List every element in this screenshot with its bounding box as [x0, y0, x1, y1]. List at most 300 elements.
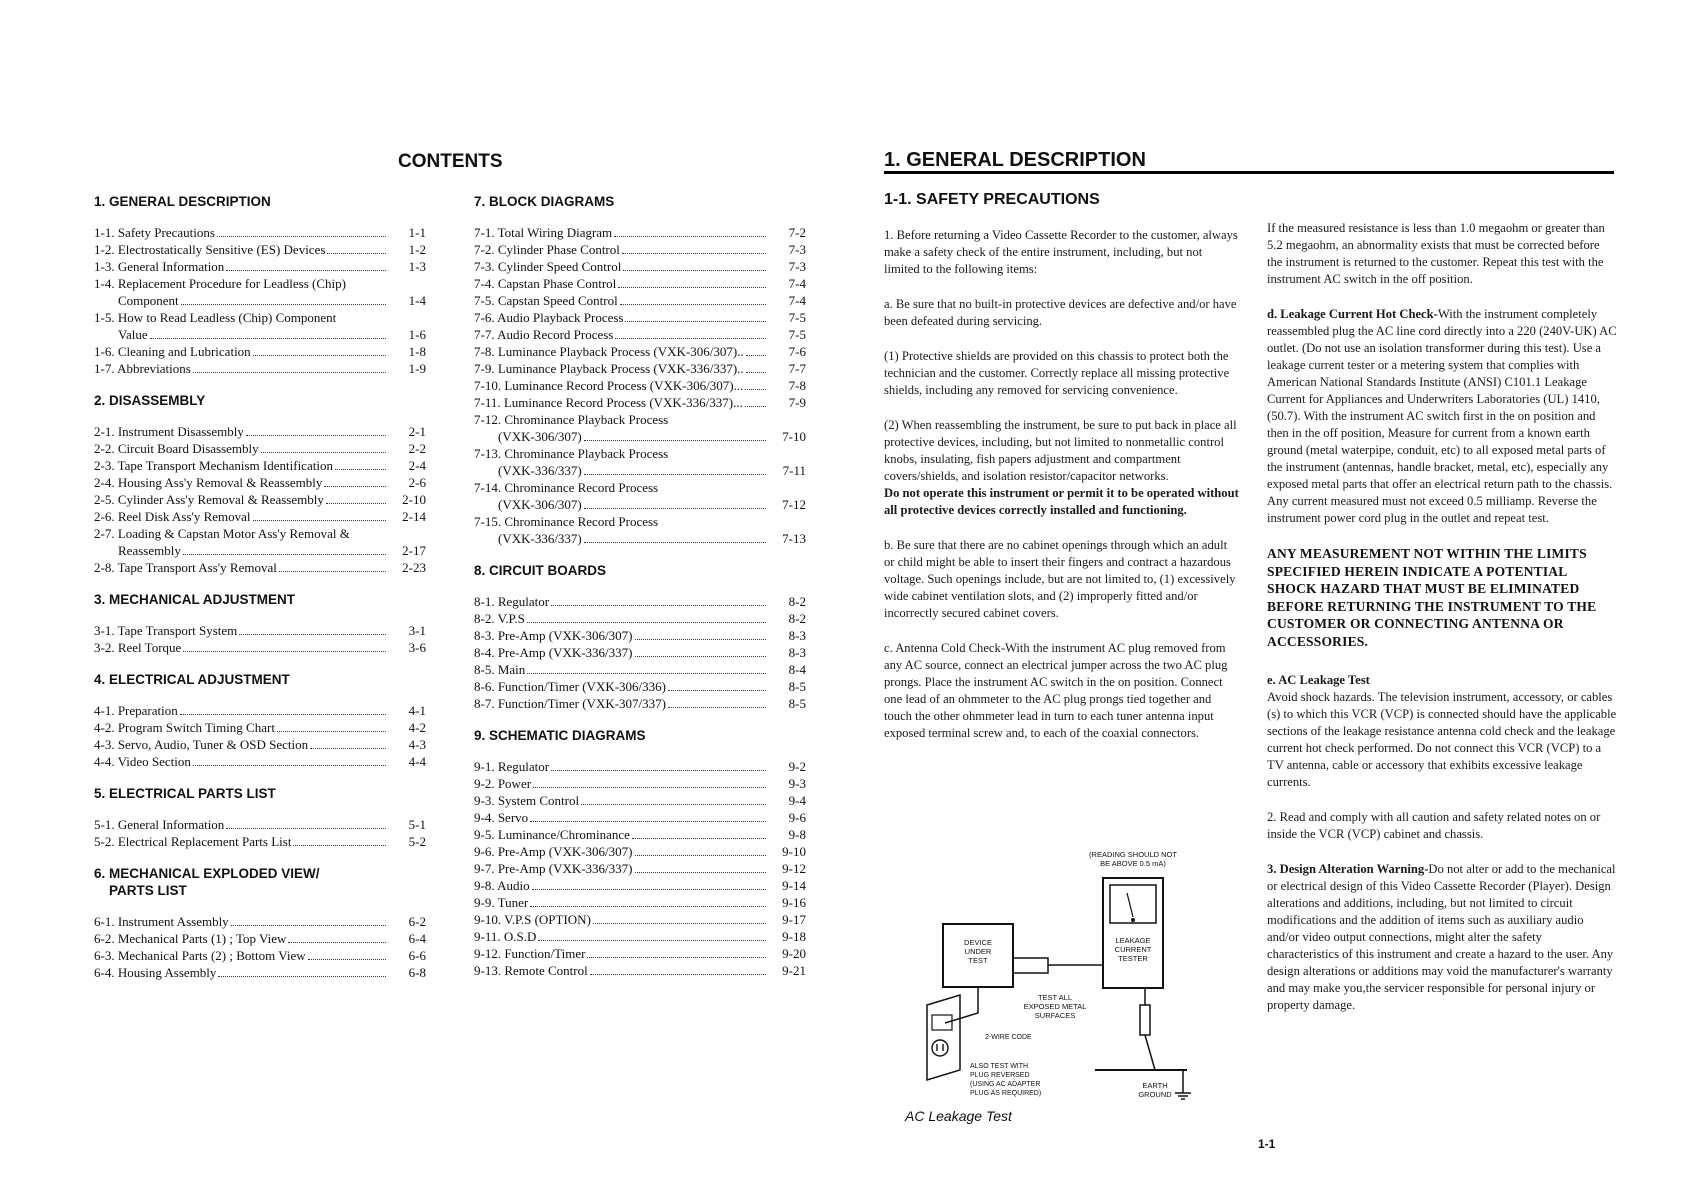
toc-entry[interactable] — [474, 360, 806, 377]
device-label-1: DEVICE — [964, 938, 992, 947]
section-title: 1. GENERAL DESCRIPTION — [884, 149, 1146, 171]
toc-page-number: 2-17 — [402, 543, 426, 558]
toc-entry-label: 6-3. Mechanical Parts (2) ; Bottom View — [94, 948, 306, 963]
toc-entry-label: 6-4. Housing Assembly — [94, 965, 217, 980]
toc-page-number: 7-7 — [788, 361, 806, 376]
toc-page-number: 4-4 — [408, 754, 426, 769]
toc-entry-label: 7-13. Chrominance Playback Process — [474, 446, 669, 461]
toc-entry-label-cont: (VXK-336/337) — [474, 530, 584, 547]
toc-entry-label: 7-3. Cylinder Speed Control — [474, 259, 622, 274]
toc-leader-dots — [615, 338, 766, 339]
toc-entry[interactable] — [474, 241, 806, 258]
toc-section-heading: 1. GENERAL DESCRIPTION — [94, 194, 271, 209]
toc-page-number: 7-5 — [788, 310, 806, 325]
toc-page-number: 9-17 — [782, 912, 806, 927]
also-label-2: PLUG REVERSED — [970, 1072, 1030, 1079]
toc-page-number: 9-20 — [782, 946, 806, 961]
toc-entry[interactable] — [94, 440, 426, 457]
toc-leader-dots — [310, 748, 386, 749]
toc-entry[interactable] — [474, 627, 806, 644]
toc-leader-dots — [530, 821, 766, 822]
tester-label-1: LEAKAGE — [1115, 936, 1151, 945]
toc-entry[interactable] — [94, 343, 426, 360]
toc-entry-label: 9-11. O.S.D — [474, 929, 537, 944]
toc-section-heading: 5. ELECTRICAL PARTS LIST — [94, 786, 276, 801]
toc-entry-label: 9-4. Servo — [474, 810, 529, 825]
toc-entry[interactable] — [474, 860, 806, 877]
toc-entry[interactable] — [474, 894, 806, 911]
toc-leader-dots — [584, 508, 766, 509]
paragraph-3-heading: 3. Design Alteration Warning- — [1267, 862, 1429, 876]
toc-leader-dots — [183, 554, 386, 555]
toc-entry-label-cont: (VXK-306/307) — [474, 496, 584, 513]
toc-leader-dots — [551, 770, 766, 771]
toc-entry-label: 9-1. Regulator — [474, 759, 550, 774]
toc-entry[interactable] — [474, 877, 806, 894]
toc-entry[interactable] — [474, 644, 806, 661]
toc-entry-label: 7-10. Luminance Record Process (VXK-306/307)... — [474, 378, 744, 393]
toc-leader-dots — [327, 253, 386, 254]
toc-leader-dots — [218, 976, 386, 977]
toc-leader-dots — [253, 520, 386, 521]
toc-page-number: 9-2 — [788, 759, 806, 774]
toc-leader-dots — [635, 872, 766, 873]
toc-entry-label: 9-10. V.P.S (OPTION) — [474, 912, 591, 927]
toc-entry-label: 2-4. Housing Ass'y Removal & Reassembly — [94, 475, 323, 490]
toc-page-number: 7-13 — [782, 531, 806, 546]
toc-leader-dots — [181, 304, 386, 305]
toc-entry[interactable] — [94, 964, 426, 981]
toc-leader-dots — [532, 889, 766, 890]
toc-leader-dots — [587, 957, 766, 958]
page-number: 1-1 — [1258, 1137, 1276, 1151]
toc-page-number: 9-4 — [788, 793, 806, 808]
paragraph-3-body: Do not alter or add to the mechanical or electrical design of this Video Cassette Recorder (Player). Design alterations and additions, including, but not limited to circuit modifications and the addition of items such as auxiliary audio and/or video output connections, might alter the safety characteristics of this instrument and create a hazard to the user. Any design alterations or additions may void the manufacturer's warranty and may make you,the servicer responsible for personal injury or property damage. — [1267, 862, 1616, 1012]
toc-leader-dots — [584, 542, 766, 543]
toc-entry-label: 2-3. Tape Transport Mechanism Identification — [94, 458, 333, 473]
toc-page-number: 9-10 — [782, 844, 806, 859]
toc-entry-label: 9-5. Luminance/Chrominance — [474, 827, 630, 842]
toc-section — [94, 392, 426, 576]
toc-entry[interactable] — [94, 508, 426, 525]
paragraph-2: 2. Read and comply with all caution and safety related notes on or inside the VCR (VCP) cabinet and chassis. — [1267, 810, 1601, 841]
toc-entry-label: 2-8. Tape Transport Ass'y Removal — [94, 560, 277, 575]
toc-leader-dots — [632, 838, 766, 839]
toc-entry[interactable] — [474, 792, 806, 809]
toc-entry-label: 8-6. Function/Timer (VXK-306/336) — [474, 679, 666, 694]
toc-leader-dots — [193, 765, 386, 766]
toc-section-heading: 7. BLOCK DIAGRAMS — [474, 194, 615, 209]
toc-leader-dots — [668, 707, 766, 708]
toc-entry[interactable] — [94, 491, 426, 508]
toc-entry-label: 1-1. Safety Precautions — [94, 225, 215, 240]
toc-page-number: 1-9 — [408, 361, 426, 376]
toc-page-number: 2-2 — [408, 441, 426, 456]
toc-entry-label: 7-9. Luminance Playback Process (VXK-336/337).. — [474, 361, 744, 376]
toc-page-number: 7-5 — [788, 327, 806, 342]
toc-entry[interactable] — [94, 360, 426, 377]
toc-leader-dots — [527, 622, 766, 623]
toc-entry[interactable] — [474, 775, 806, 792]
toc-page-number: 9-6 — [788, 810, 806, 825]
toc-entry[interactable] — [94, 947, 426, 964]
toc-leader-dots — [745, 389, 766, 390]
toc-entry-label-cont: (VXK-306/307) — [474, 428, 584, 445]
toc-entry-label: 2-1. Instrument Disassembly — [94, 424, 244, 439]
toc-page-number: 1-3 — [408, 259, 426, 274]
toc-entry[interactable] — [94, 913, 426, 930]
toc-page-number: 6-2 — [408, 914, 426, 929]
toc-section — [474, 193, 806, 547]
wire-label: 2-WIRE CODE — [985, 1034, 1032, 1041]
toc-entry-label: 7-1. Total Wiring Diagram — [474, 225, 613, 240]
toc-entry[interactable] — [94, 833, 426, 850]
toc-entry-label-cont: (VXK-336/337) — [474, 462, 584, 479]
toc-page-number: 6-8 — [408, 965, 426, 980]
toc-entry-label: 9-3. System Control — [474, 793, 580, 808]
toc-entry-label: 1-2. Electrostatically Sensitive (ES) Devices — [94, 242, 326, 257]
toc-entry[interactable] — [94, 753, 426, 770]
text-column-left — [884, 227, 1239, 760]
toc-leader-dots — [279, 571, 386, 572]
device-label-3: TEST — [968, 956, 988, 965]
toc-entry[interactable] — [94, 639, 426, 656]
toc-entry[interactable] — [474, 309, 806, 326]
toc-leader-dots — [253, 355, 386, 356]
warning-block: ANY MEASUREMENT NOT WITHIN THE LIMITS SPECIFIED HEREIN INDICATE A POTENTIAL SHOCK HAZARD THAT MUST BE ELIMINATED BEFORE RETURNING THE INSTRUMENT TO THE CUSTOMER OR CONNECTING ANTENNA OR ACCESSORIES. — [1267, 546, 1597, 649]
test-all-label-2: EXPOSED METAL — [1023, 1002, 1087, 1011]
toc-entry[interactable] — [94, 816, 426, 833]
toc-entry[interactable] — [474, 258, 806, 275]
toc-page-number: 7-4 — [788, 276, 806, 291]
toc-entry-label-cont: Component — [94, 292, 181, 309]
paragraph-b: b. Be sure that there are no cabinet openings through which an adult or child might be able to insert their fingers and contract a hazardous voltage. Such openings include, but are not limited to, (1) excessively wide cabinet ventilation slots, and (2) improperly fitted and/or incorrectly secured cabinet covers. — [884, 538, 1236, 620]
paragraph-a2: (2) When reassembling the instrument, be sure to put back in place all protective devices, including, but not limited to nonmetallic control knobs, insulating, fish papers adjustment and compartment covers/shields, and isolation resistor/capacitor networks. — [884, 418, 1237, 483]
toc-entry-label: 8-1. Regulator — [474, 594, 550, 609]
toc-entry[interactable] — [474, 809, 806, 826]
toc-section — [94, 865, 426, 981]
toc-leader-dots — [261, 452, 386, 453]
toc-entry[interactable] — [474, 275, 806, 292]
toc-page-number: 8-2 — [788, 611, 806, 626]
toc-section — [94, 193, 426, 377]
paragraph-d — [1267, 306, 1617, 527]
toc-page-number: 8-5 — [788, 679, 806, 694]
toc-section-heading: 3. MECHANICAL ADJUSTMENT — [94, 592, 296, 607]
toc-page-number: 7-9 — [788, 395, 806, 410]
toc-page-number: 6-6 — [408, 948, 426, 963]
toc-section-heading: 8. CIRCUIT BOARDS — [474, 563, 607, 578]
toc-page-number: 7-12 — [782, 497, 806, 512]
toc-entry[interactable] — [474, 928, 806, 945]
toc-entry[interactable] — [94, 719, 426, 736]
toc-entry-label: 7-6. Audio Playback Process — [474, 310, 624, 325]
toc-section-heading: 2. DISASSEMBLY — [94, 393, 206, 408]
toc-entry-label: 8-4. Pre-Amp (VXK-336/337) — [474, 645, 633, 660]
toc-page-number: 6-4 — [408, 931, 426, 946]
paragraph-e — [1267, 672, 1617, 791]
reading-note-line2: BE ABOVE 0.5 mA) — [1100, 859, 1166, 868]
toc-leader-dots — [324, 486, 386, 487]
toc-page-number: 1-6 — [408, 327, 426, 342]
toc-page-number: 3-1 — [408, 623, 426, 638]
toc-page-number: 7-2 — [788, 225, 806, 240]
toc-page-number: 7-6 — [788, 344, 806, 359]
toc-leader-dots — [745, 406, 766, 407]
toc-entry[interactable] — [474, 428, 806, 445]
toc-entry-label: 7-4. Capstan Phase Control — [474, 276, 617, 291]
tester-label-2: CURRENT — [1114, 945, 1152, 954]
toc-leader-dots — [620, 304, 766, 305]
toc-entry[interactable] — [474, 326, 806, 343]
toc-entry-label: 5-1. General Information — [94, 817, 225, 832]
paragraph-resistance: If the measured resistance is less than 1.0 megaohm or greater than 5.2 megaohm, an abnormality exists that must be corrected before the instrument is returned to the customer. Repeat this test with the instrument AC switch in the off position. — [1267, 221, 1605, 286]
toc-entry[interactable] — [474, 758, 806, 775]
toc-section-heading: 6. MECHANICAL EXPLODED VIEW/ — [94, 866, 320, 881]
toc-entry-label: 8-2. V.P.S — [474, 611, 525, 626]
toc-entry-label: 7-5. Capstan Speed Control — [474, 293, 618, 308]
toc-entry[interactable] — [94, 930, 426, 947]
paragraph-1: 1. Before returning a Video Cassette Recorder to the customer, always make a safety check of the entire instrument, including, but not limited to the following items: — [884, 228, 1238, 276]
toc-section-heading-cont: PARTS LIST — [109, 883, 187, 898]
toc-leader-dots — [635, 639, 766, 640]
toc-entry-label: 1-4. Replacement Procedure for Leadless (Chip) — [94, 276, 346, 291]
toc-page-number: 7-3 — [788, 242, 806, 257]
toc-left-column — [94, 193, 426, 996]
toc-entry-label-cont: Reassembly — [94, 542, 183, 559]
toc-entry-label: 9-2. Power — [474, 776, 532, 791]
toc-entry[interactable] — [474, 343, 806, 360]
toc-section — [94, 591, 426, 656]
toc-page-number: 2-23 — [402, 560, 426, 575]
earth-label-1: EARTH — [1142, 1081, 1168, 1090]
toc-entry[interactable] — [94, 542, 426, 559]
toc-page-number: 5-1 — [408, 817, 426, 832]
toc-leader-dots — [277, 731, 386, 732]
text-column-right — [1267, 220, 1617, 1032]
also-label-4: PLUG AS REQUIRED) — [970, 1090, 1042, 1097]
toc-page-number: 4-1 — [408, 703, 426, 718]
toc-page-number: 9-3 — [788, 776, 806, 791]
toc-leader-dots — [527, 673, 766, 674]
toc-leader-dots — [618, 287, 766, 288]
toc-section-heading: 9. SCHEMATIC DIAGRAMS — [474, 728, 646, 743]
toc-leader-dots — [308, 959, 386, 960]
toc-entry-label: 9-12. Function/Timer — [474, 946, 586, 961]
toc-section — [94, 785, 426, 850]
toc-entry[interactable] — [474, 911, 806, 928]
subsection-title: 1-1. SAFETY PRECAUTIONS — [884, 191, 1100, 208]
paragraph-a2-warning: Do not operate this instrument or permit it to be operated without all protective devices correctly installed and functioning. — [884, 486, 1239, 517]
toc-leader-dots — [533, 787, 766, 788]
toc-entry-label: 1-6. Cleaning and Lubrication — [94, 344, 251, 359]
toc-page-number: 2-14 — [402, 509, 426, 524]
toc-entry-label: 7-14. Chrominance Record Process — [474, 480, 659, 495]
toc-leader-dots — [635, 656, 766, 657]
toc-leader-dots — [150, 338, 386, 339]
toc-entry-label: 6-2. Mechanical Parts (1) ; Top View — [94, 931, 287, 946]
toc-page-number: 9-14 — [782, 878, 806, 893]
toc-page-number: 7-10 — [782, 429, 806, 444]
toc-leader-dots — [226, 828, 386, 829]
toc-entry[interactable] — [94, 559, 426, 576]
toc-entry[interactable] — [474, 593, 806, 610]
earth-label-2: GROUND — [1138, 1090, 1172, 1099]
toc-entry[interactable] — [474, 224, 806, 241]
toc-page-number: 8-5 — [788, 696, 806, 711]
toc-leader-dots — [581, 804, 766, 805]
also-label-3: (USING AC ADAPTER — [970, 1081, 1041, 1088]
toc-page-number: 1-8 — [408, 344, 426, 359]
toc-entry-label: 9-7. Pre-Amp (VXK-336/337) — [474, 861, 633, 876]
toc-entry-label: 7-2. Cylinder Phase Control — [474, 242, 620, 257]
toc-entry[interactable] — [474, 843, 806, 860]
toc-leader-dots — [530, 906, 766, 907]
toc-leader-dots — [326, 503, 386, 504]
toc-entry-label: 2-6. Reel Disk Ass'y Removal — [94, 509, 251, 524]
toc-leader-dots — [746, 355, 766, 356]
leakage-tester-icon — [1103, 878, 1163, 988]
wall-outlet-icon — [927, 995, 960, 1080]
toc-section — [94, 671, 426, 770]
toc-page-number: 8-2 — [788, 594, 806, 609]
toc-entry[interactable] — [94, 702, 426, 719]
toc-leader-dots — [625, 321, 766, 322]
toc-leader-dots — [180, 714, 386, 715]
toc-entry[interactable] — [474, 610, 806, 627]
toc-right-column — [474, 193, 806, 994]
toc-entry-label: 8-5. Main — [474, 662, 526, 677]
toc-entry[interactable] — [474, 695, 806, 712]
toc-entry-label: 9-6. Pre-Amp (VXK-306/307) — [474, 844, 633, 859]
toc-entry-label: 3-2. Reel Torque — [94, 640, 182, 655]
toc-leader-dots — [193, 372, 386, 373]
toc-entry[interactable] — [94, 736, 426, 753]
toc-entry[interactable] — [94, 326, 426, 343]
toc-entry[interactable] — [474, 661, 806, 678]
toc-leader-dots — [584, 474, 766, 475]
probe-icon — [1140, 988, 1155, 1070]
toc-page-number: 4-3 — [408, 737, 426, 752]
diagram-caption: AC Leakage Test — [905, 1108, 1012, 1124]
toc-entry[interactable] — [474, 496, 806, 513]
toc-entry[interactable] — [94, 457, 426, 474]
metal-surface — [1013, 958, 1048, 973]
toc-section-heading: 4. ELECTRICAL ADJUSTMENT — [94, 672, 290, 687]
toc-entry-label: 7-11. Luminance Record Process (VXK-336/337)... — [474, 395, 743, 410]
toc-leader-dots — [590, 974, 766, 975]
toc-entry-label: 7-15. Chrominance Record Process — [474, 514, 659, 529]
toc-leader-dots — [231, 925, 386, 926]
paragraph-d-body: With the instrument completely reassembled plug the AC line cord directly into a 220 (240V-UK) AC outlet. (Do not use an isolation transformer during this test). Use a leakage current tester or a metering system that complies with American National Standards Institute (ANSI) C101.1 Leakage Current for Appliances and Underwriters Laboratories (UL) 1410, (50.7). With the instrument AC switch first in the on position and then in the off position, Measure for current from a known earth ground (metal waterpipe, conduit, etc) to all exposed metal parts of the instrument (antennas, handle bracket, metal, etc), especially any exposed metal parts that offer an electrical return path to the chassis. Any current measured must not exceed 0.5 milliamp. Reverse the instrument power cord plug in the outlet and repeat test. — [1267, 307, 1617, 525]
toc-entry[interactable] — [474, 292, 806, 309]
toc-entry[interactable] — [474, 962, 806, 979]
paragraph-c: c. Antenna Cold Check-With the instrument AC plug removed from any AC source, connect an electrical jumper across the two AC plug prongs. Place the instrument AC switch in the on position. Connect one lead of an ohmmeter to the AC plug prongs tied together and touch the other ohmmeter lead in turn to each tuner antenna input exposed terminal screw and, to each of the coaxial connectors. — [884, 641, 1228, 740]
toc-page-number: 2-6 — [408, 475, 426, 490]
test-all-label-3: SURFACES — [1034, 1011, 1076, 1020]
toc-entry-label: 9-9. Tuner — [474, 895, 529, 910]
toc-leader-dots — [217, 236, 386, 237]
toc-page-number: 9-18 — [782, 929, 806, 944]
toc-entry[interactable] — [94, 474, 426, 491]
toc-entry-label: 4-3. Servo, Audio, Tuner & OSD Section — [94, 737, 309, 752]
toc-leader-dots — [226, 270, 386, 271]
reading-note-line1: (READING SHOULD NOT — [1089, 850, 1177, 859]
toc-leader-dots — [622, 253, 766, 254]
toc-entry-label: 5-2. Electrical Replacement Parts List — [94, 834, 292, 849]
toc-entry[interactable] — [474, 826, 806, 843]
toc-entry[interactable] — [94, 622, 426, 639]
toc-entry[interactable] — [94, 241, 426, 258]
toc-entry-label: 2-7. Loading & Capstan Motor Ass'y Removal & — [94, 526, 350, 541]
toc-page-number: 4-2 — [408, 720, 426, 735]
toc-leader-dots — [593, 923, 766, 924]
toc-page-number: 1-1 — [408, 225, 426, 240]
toc-page-number: 8-3 — [788, 645, 806, 660]
toc-entry[interactable] — [474, 462, 806, 479]
toc-entry[interactable] — [94, 423, 426, 440]
toc-leader-dots — [551, 605, 766, 606]
toc-page-number: 2-4 — [408, 458, 426, 473]
paragraph-3 — [1267, 861, 1617, 1014]
toc-entry-label: 7-8. Luminance Playback Process (VXK-306/307).. — [474, 344, 744, 359]
toc-page-number: 3-6 — [408, 640, 426, 655]
toc-page-number: 9-16 — [782, 895, 806, 910]
toc-leader-dots — [246, 435, 386, 436]
toc-page-number: 7-4 — [788, 293, 806, 308]
toc-leader-dots — [635, 855, 766, 856]
toc-entry[interactable] — [474, 678, 806, 695]
toc-entry-label: 9-13. Remote Control — [474, 963, 588, 978]
toc-entry-label: 3-1. Tape Transport System — [94, 623, 238, 638]
toc-entry-label: 4-1. Preparation — [94, 703, 178, 718]
tester-label-3: TESTER — [1118, 954, 1148, 963]
toc-entry-label: 8-3. Pre-Amp (VXK-306/307) — [474, 628, 633, 643]
toc-entry-label: 4-4. Video Section — [94, 754, 191, 769]
contents-title: CONTENTS — [398, 151, 503, 172]
paragraph-e-body: Avoid shock hazards. The television instrument, accessory, or cables (s) to which this VCR (VCP) is connected should have the applicable sections of the leakage resistance antenna cold check and the leakage current hot check performed. Do not connect this VCR (VCP) to a TV antenna, cable or accessory that exhibits excessive leakage currents. — [1267, 690, 1617, 789]
toc-leader-dots — [538, 940, 766, 941]
toc-page-number: 9-21 — [782, 963, 806, 978]
paragraph-a1: (1) Protective shields are provided on this chassis to protect both the technician and the customer. Correctly replace all missing protective shields, including any removed for servicing convenience. — [884, 349, 1230, 397]
toc-entry[interactable] — [474, 377, 806, 394]
toc-leader-dots — [584, 440, 766, 441]
paragraph-d-heading: d. Leakage Current Hot Check- — [1267, 307, 1438, 321]
toc-leader-dots — [183, 651, 386, 652]
toc-entry-label: 7-7. Audio Record Process — [474, 327, 614, 342]
toc-leader-dots — [335, 469, 386, 470]
toc-entry-label: 7-12. Chrominance Playback Process — [474, 412, 669, 427]
toc-entry[interactable] — [474, 530, 806, 547]
toc-entry[interactable] — [94, 258, 426, 275]
toc-leader-dots — [623, 270, 766, 271]
toc-entry[interactable] — [94, 224, 426, 241]
toc-page-number: 1-4 — [408, 293, 426, 308]
toc-entry-label-cont: Value — [94, 326, 150, 343]
toc-leader-dots — [614, 236, 766, 237]
toc-entry[interactable] — [474, 945, 806, 962]
toc-page-number: 8-4 — [788, 662, 806, 677]
toc-leader-dots — [668, 690, 766, 691]
toc-entry-label: 2-2. Circuit Board Disassembly — [94, 441, 259, 456]
toc-page-number: 2-1 — [408, 424, 426, 439]
toc-entry-label: 1-7. Abbreviations — [94, 361, 191, 376]
toc-entry[interactable] — [94, 292, 426, 309]
toc-entry-label: 6-1. Instrument Assembly — [94, 914, 229, 929]
toc-entry[interactable] — [474, 394, 806, 411]
toc-section — [474, 562, 806, 712]
toc-entry-label: 1-3. General Information — [94, 259, 225, 274]
